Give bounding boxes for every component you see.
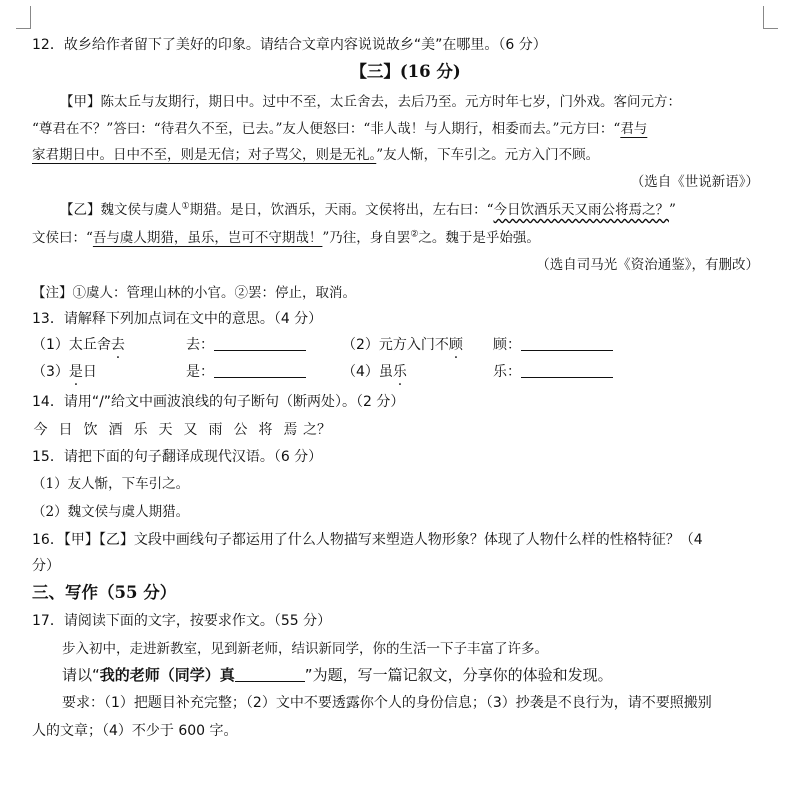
question-17-material: 步入初中，走进新教室，见到新老师，结识新同学，你的生活一下子丰富了许多。 <box>62 641 548 657</box>
underlined-sentence-jia: 君与 <box>620 121 648 137</box>
passage-jia-line-1: 【甲】陈太丘与友期行，期日中。过中不至，太丘舍去，去后乃至。元方时年七岁，门外戏。客问元方： <box>60 94 681 110</box>
question-16-line-1: 16．【甲】【乙】文段中画线句子都运用了什么人物描写来塑造人物形象？体现了人物什么样的性格特征？（4 <box>32 532 703 548</box>
question-17-requirements-2: 人的文章；（4）不少于 600 字。 <box>32 723 238 739</box>
dotted-word: 顾 <box>448 337 463 353</box>
passage-jia-line-2: “尊君在不？”答曰：“待君久不至，已去。”友人便怒曰：“非人哉！与人期行，相委而去。”元方曰：“君与 <box>32 121 648 137</box>
answer-blank-3[interactable] <box>214 363 306 378</box>
passage-yi-line-1: 【乙】魏文侯与虞人①期猎。是日，饮酒乐，天雨。文侯将出，左右曰：“今日饮酒乐天又雨公将焉之？” <box>60 201 676 218</box>
question-12 <box>32 35 547 55</box>
question-13-answer-1: 去： <box>186 335 306 355</box>
question-17-title-line: 请以“我的老师（同学）真 ”为题，写一篇记叙文，分享你的体验和发现。 <box>62 666 613 684</box>
wavy-underlined-sentence: 今日饮酒乐天又雨公将焉之？ <box>493 202 669 218</box>
dotted-word: 是 <box>68 364 83 380</box>
section-writing-heading: 三、写作（55 分） <box>32 583 177 602</box>
question-14-sentence[interactable]: 今 日 饮 酒 乐 天 又 雨 公 将 焉 之？ <box>33 422 331 438</box>
answer-blank-4[interactable] <box>521 363 613 378</box>
passage-jia-source: （选自《世说新语》） <box>630 174 759 190</box>
question-13-item-2: （2）元方入门不顾 <box>342 337 463 353</box>
answer-blank-1[interactable] <box>214 336 306 351</box>
question-13-item-1: （1）太丘舍去 <box>32 337 125 353</box>
question-12-number: 12． <box>32 37 64 53</box>
annotation-notes <box>32 283 356 303</box>
dotted-word: 去 <box>110 337 125 353</box>
page-corner-mark-right <box>763 6 778 29</box>
question-14-prompt: 14．请用“/”给文中画波浪线的句子断句（断两处）。（2 分） <box>32 394 405 410</box>
question-13-answer-3: 是： <box>186 362 306 382</box>
page-corner-mark-left <box>16 6 31 29</box>
passage-yi-line-2: 文侯曰：“吾与虞人期猎，虽乐，岂可不守期哉！”乃往，身自罢②之。魏于是乎始强。 <box>32 229 540 246</box>
question-13-item-3: （3）是日 <box>32 364 97 380</box>
passage-yi-source: （选自司马光《资治通鉴》，有删改） <box>536 257 759 273</box>
notes-label: 【注】 <box>32 285 73 301</box>
passage-yi-tag: 【乙】 <box>60 202 101 218</box>
passage-jia-line-3: 家君期日中。日中不至，则是无信；对子骂父，则是无礼。”友人惭，下车引之。元方入门不顾。 <box>32 147 600 163</box>
question-16-line-2: 分） <box>32 558 60 574</box>
essay-title: 我的老师（同学）真 <box>99 666 235 684</box>
underlined-sentence-yi: 吾与虞人期猎，虽乐，岂可不守期哉！ <box>92 230 323 246</box>
section-3-heading: 【三】(16 分) <box>350 62 461 81</box>
dotted-word: 乐 <box>392 364 407 380</box>
question-13-answer-2: 顾： <box>493 335 613 355</box>
question-13-item-4: （4）虽乐 <box>342 364 407 380</box>
question-15-sentence-2: （2）魏文侯与虞人期猎。 <box>32 504 190 520</box>
passage-jia-tag: 【甲】 <box>60 94 101 110</box>
answer-blank-2[interactable] <box>521 336 613 351</box>
question-13-answer-4: 乐： <box>493 362 613 382</box>
question-17-prompt: 17．请阅读下面的文字，按要求作文。（55 分） <box>32 613 332 629</box>
essay-title-blank[interactable] <box>235 667 305 682</box>
underlined-sentence-jia-cont: 家君期日中。日中不至，则是无信；对子骂父，则是无礼。 <box>32 147 377 163</box>
question-13-prompt: 13．请解释下列加点词在文中的意思。（4 分） <box>32 311 323 327</box>
footnote-ref-1: ① <box>181 201 190 212</box>
question-15-sentence-1: （1）友人惭，下车引之。 <box>32 476 190 492</box>
question-17-requirements-1: 要求：（1）把题目补充完整；（2）文中不要透露你个人的身份信息；（3）抄袭是不良行为，请不要照搬别 <box>62 695 712 711</box>
question-15-prompt: 15．请把下面的句子翻译成现代汉语。（6 分） <box>32 449 323 465</box>
question-12-text: 故乡给作者留下了美好的印象。请结合文章内容说说故乡“美”在哪里。（6 分） <box>63 37 547 53</box>
notes-text: ①虞人：管理山林的小官。②罢：停止，取消。 <box>72 285 356 301</box>
footnote-ref-2: ② <box>410 229 419 240</box>
